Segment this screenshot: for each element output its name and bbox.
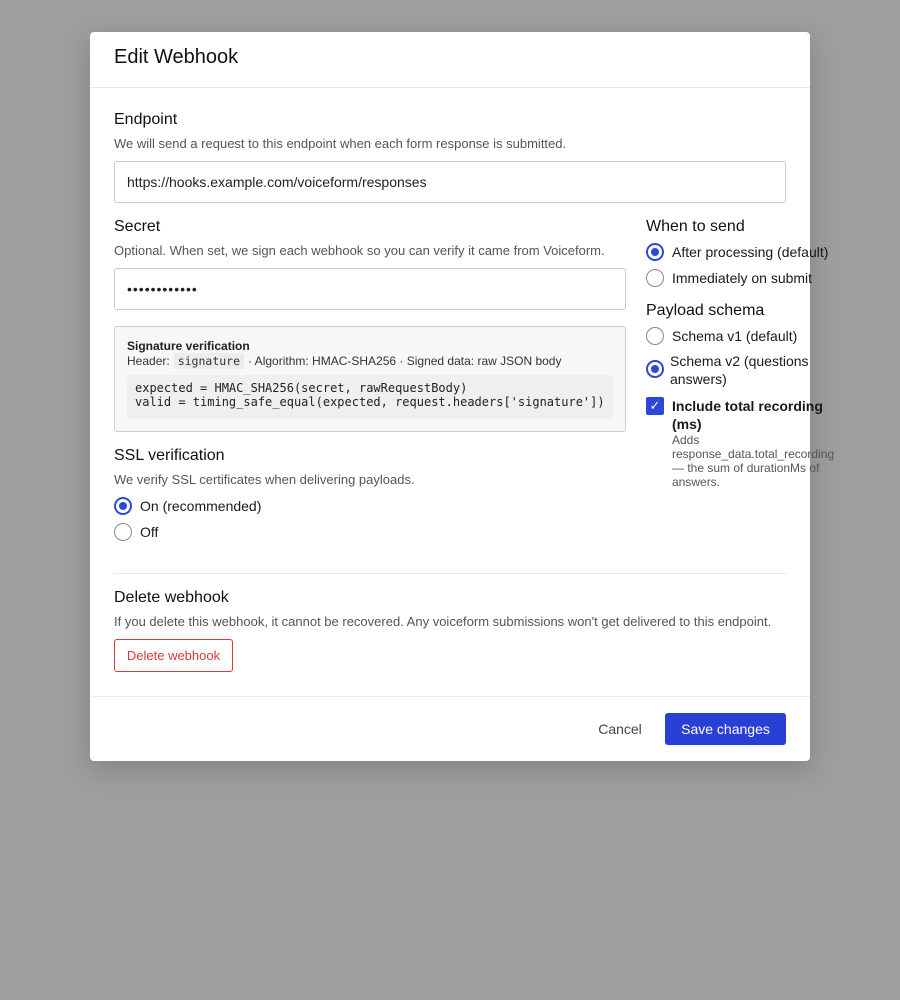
ssl-description: We verify SSL certificates when delivering payloads. <box>114 472 415 487</box>
endpoint-description: We will send a request to this endpoint when each form response is submitted. <box>114 136 567 151</box>
signature-header-name: signature <box>174 353 244 369</box>
radio-unchecked-icon[interactable] <box>646 269 664 287</box>
secret-masked-value: •••••••••••• <box>127 281 198 297</box>
schema-option-v2-label <box>670 352 809 388</box>
endpoint-title: Endpoint <box>114 111 178 128</box>
save-changes-button[interactable]: Save changes <box>665 713 786 745</box>
footer-divider <box>90 696 810 697</box>
signature-details: · Algorithm: HMAC-SHA256 · Signed data: raw JSON body <box>248 354 562 368</box>
delete-webhook-button[interactable]: Delete webhook <box>114 639 233 672</box>
secret-title: Secret <box>114 218 161 235</box>
delete-webhook-description: If you delete this webhook, it cannot be recovered. Any voiceform submissions won't get delivered to this endpoint. <box>114 614 772 629</box>
ssl-option-on-label: On (recommended) <box>140 498 262 514</box>
radio-unchecked-icon[interactable] <box>646 327 664 345</box>
include-total-help-line3: — the sum of durationMs of <box>672 461 820 475</box>
include-total-label <box>672 397 823 433</box>
include-total-label-line2: (ms) <box>672 416 702 432</box>
ssl-option-off[interactable] <box>114 523 158 541</box>
when-to-send-title: When to send <box>646 218 745 235</box>
ssl-title: SSL verification <box>114 447 225 464</box>
modal-header <box>90 32 810 88</box>
include-total-help-line1: Adds <box>672 433 700 447</box>
schema-option-v2[interactable] <box>646 352 809 388</box>
edit-webhook-modal <box>90 32 835 761</box>
when-option-after-processing[interactable] <box>646 243 828 261</box>
section-divider <box>114 573 786 574</box>
signature-title: Signature verification <box>127 339 250 353</box>
cancel-button[interactable]: Cancel <box>587 713 653 745</box>
when-option-immediately[interactable] <box>646 269 812 287</box>
endpoint-url-value: https://hooks.example.com/voiceform/responses <box>127 174 427 190</box>
include-total-help <box>672 433 834 489</box>
radio-checked-icon[interactable] <box>646 243 664 261</box>
signature-verification-box <box>114 326 626 432</box>
signature-header-prefix: Header: <box>127 354 170 368</box>
checkbox-checked-icon[interactable]: ✓ <box>646 397 664 415</box>
radio-unchecked-icon[interactable] <box>114 523 132 541</box>
when-option-after-processing-label: After processing (default) <box>672 244 829 260</box>
schema-option-v2-label-line1: Schema v2 (questions <box>670 353 809 369</box>
schema-option-v2-label-line2: answers) <box>670 371 727 387</box>
include-total-help-line4: answers. <box>672 475 721 489</box>
signature-code-block: expected = HMAC_SHA256(secret, rawRequestBody) valid = timing_safe_equal(expected, request.headers['signature']) <box>127 375 613 419</box>
radio-checked-icon[interactable] <box>114 497 132 515</box>
modal-title: Edit Webhook <box>114 46 239 68</box>
delete-webhook-title: Delete webhook <box>114 589 229 606</box>
schema-option-v1-label: Schema v1 (default) <box>672 328 798 344</box>
schema-option-v1[interactable] <box>646 327 797 345</box>
endpoint-url-input[interactable] <box>114 161 786 203</box>
signature-details-line <box>127 353 561 369</box>
radio-checked-icon[interactable] <box>646 360 664 378</box>
include-total-label-line1: Include total recording <box>672 398 823 414</box>
secret-input[interactable] <box>114 268 626 310</box>
payload-schema-title: Payload schema <box>646 302 765 319</box>
when-option-immediately-label: Immediately on submit <box>672 270 813 286</box>
include-total-help-line2: response_data.total_recording <box>672 447 835 461</box>
ssl-option-on[interactable] <box>114 497 261 515</box>
secret-description: Optional. When set, we sign each webhook so you can verify it came from Voiceform. <box>114 243 605 258</box>
include-total-recording-option[interactable] <box>646 397 823 433</box>
ssl-option-off-label: Off <box>140 524 159 540</box>
